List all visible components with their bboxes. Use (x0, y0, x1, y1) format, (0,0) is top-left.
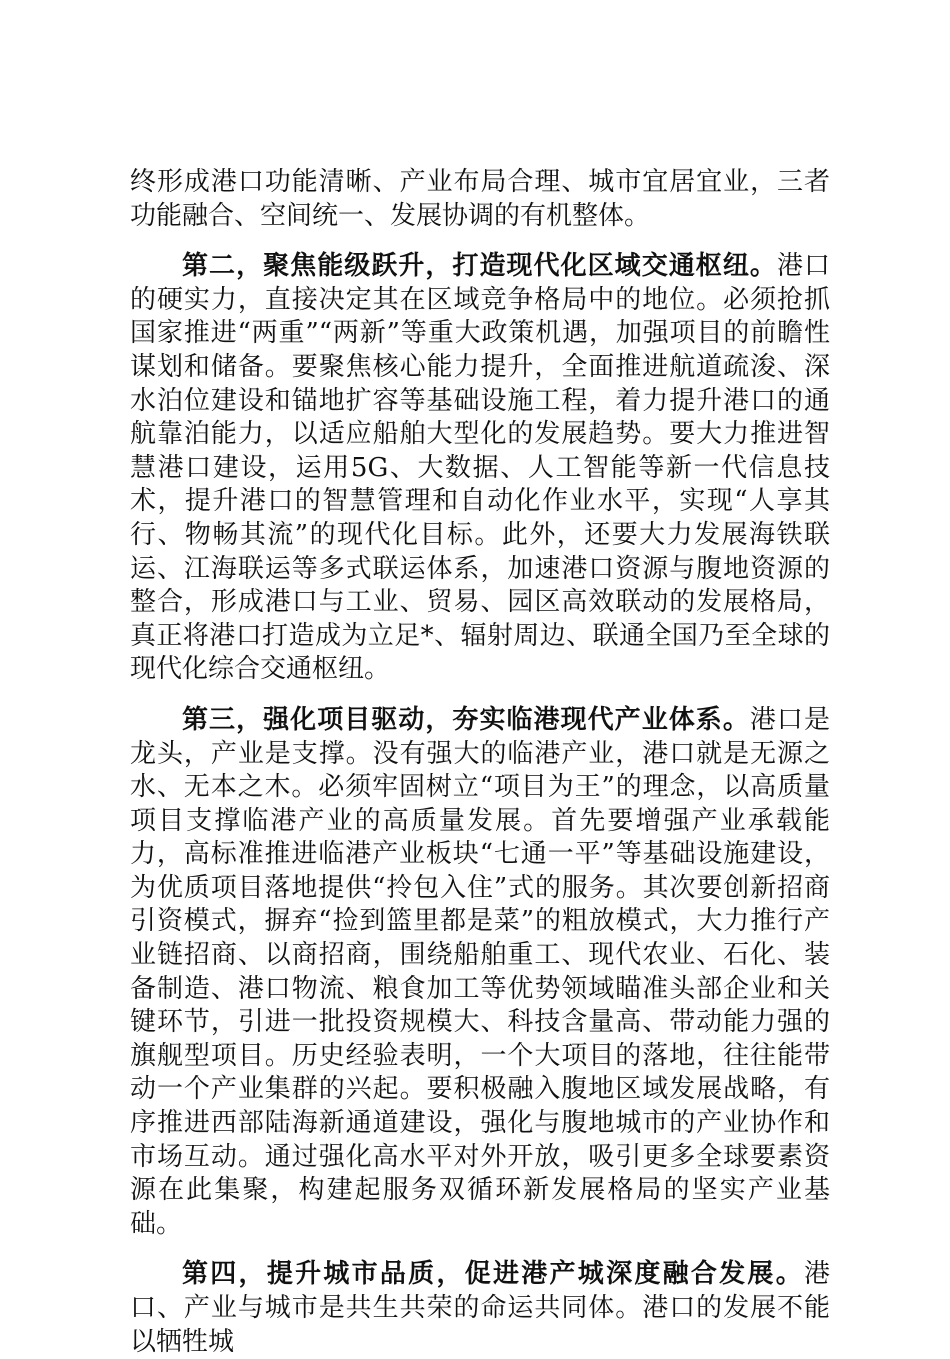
paragraph-4-body: 港口、产业与城市是共生共荣的命运共同体。港口的发展不能以牺牲城 (130, 1259, 830, 1357)
paragraph-3 (130, 704, 830, 1242)
paragraph-3-lead: 第三，强化项目驱动，夯实临港现代产业体系。 (182, 704, 750, 735)
paragraph-2-body: 港口的硬实力，直接决定其在区域竞争格局中的地位。必须抢抓国家推进“两重”“两新”等重大政策机遇，加强项目的前瞻性谋划和储备。要聚焦核心能力提升，全面推进航道疏浚、深水泊位建设和锚地扩容等基础设施工程，着力提升港口的通航靠泊能力，以适应船舶大型化的发展趋势。要大力推进智慧港口建设，运用5G、大数据、人工智能等新一代信息技术，提升港口的智慧管理和自动化作业水平，实现“人享其行、物畅其流”的现代化目标。此外，还要大力发展海铁联运、江海联运等多式联运体系，加速港口资源与腹地资源的整合，形成港口与工业、贸易、园区高效联动的发展格局，真正将港口打造成为立足*、辐射周边、联通全国乃至全球的现代化综合交通枢纽。 (130, 251, 830, 685)
paragraph-2-lead: 第二，聚焦能级跃升，打造现代化区域交通枢纽。 (182, 251, 777, 282)
paragraph-1 (130, 166, 830, 233)
paragraph-2 (130, 250, 830, 687)
document-page (130, 166, 830, 1359)
paragraph-3-body: 港口是龙头，产业是支撑。没有强大的临港产业，港口就是无源之水、无本之木。必须牢固树立“项目为王”的理念，以高质量项目支撑临港产业的高质量发展。首先要增强产业承载能力，高标准推进临港产业板块“七通一平”等基础设施建设，为优质项目落地提供“拎包入住”式的服务。其次要创新招商引资模式，摒弃“捡到篮里都是菜”的粗放模式，大力推行产业链招商、以商招商，围绕船舶重工、现代农业、石化、装备制造、港口物流、粮食加工等优势领域瞄准头部企业和关键环节，引进一批投资规模大、科技含量高、带动能力强的旗舰型项目。历史经验表明，一个大项目的落地，往往能带动一个产业集群的兴起。要积极融入腹地区域发展战略，有序推进西部陆海新通道建设，强化与腹地城市的产业协作和市场互动。通过强化高水平对外开放，吸引更多全球要素资源在此集聚，构建起服务双循环新发展格局的坚实产业基础。 (130, 704, 830, 1239)
paragraph-1-body: 终形成港口功能清晰、产业布局合理、城市宜居宜业，三者功能融合、空间统一、发展协调的有机整体。 (130, 167, 830, 231)
paragraph-4-lead: 第四，提升城市品质，促进港产城深度融合发展。 (182, 1259, 804, 1290)
